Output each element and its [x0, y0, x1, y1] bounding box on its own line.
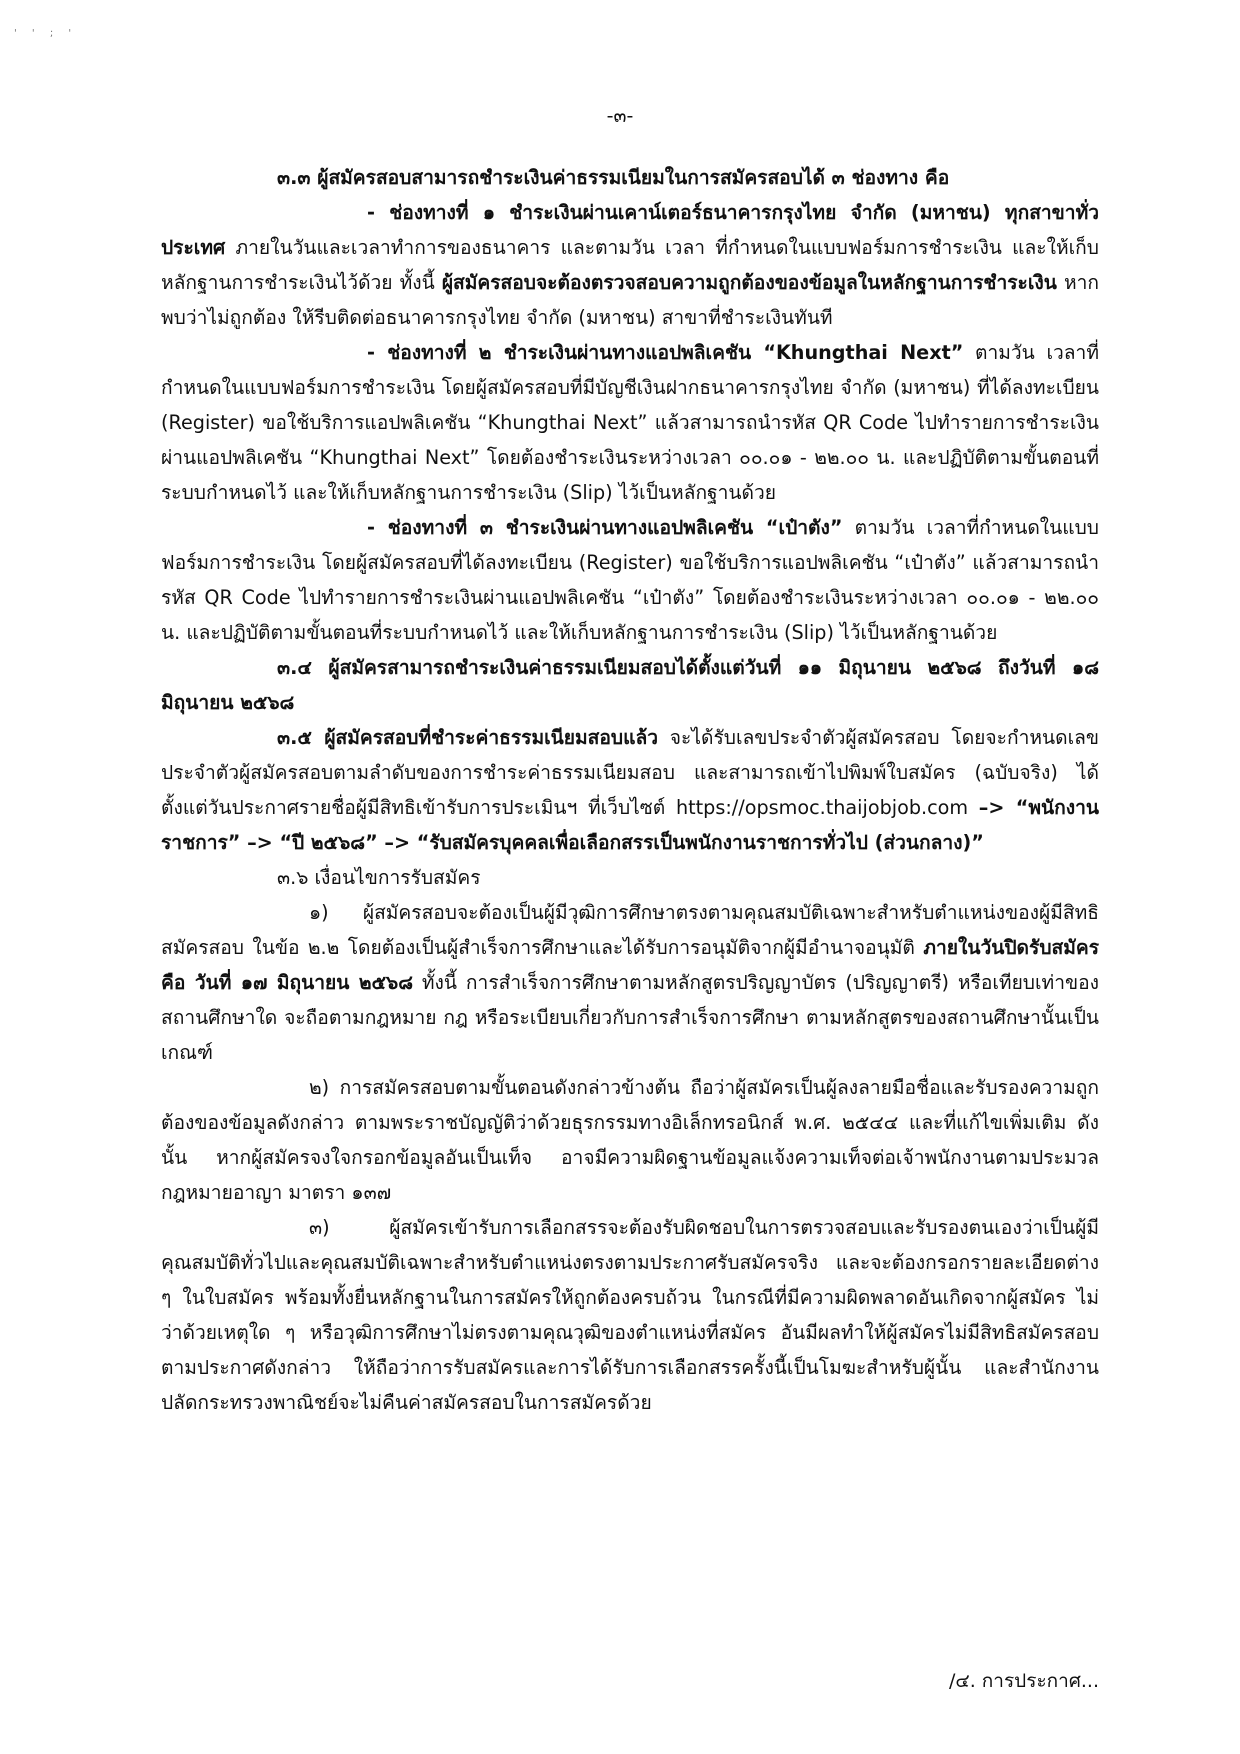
scan-specks: ' ' ; ' [14, 28, 78, 39]
document-body [161, 160, 1099, 1420]
section-3-5-heading: ๓.๕ ผู้สมัครสอบที่ชำระค่าธรรมเนียมสอบแล้ว [277, 726, 658, 749]
channel-1-title: - ช่องทางที่ ๑ ชำระเงินผ่านเคาน์เตอร์ธนาคารกรุงไทย จำกัด (มหาชน) ทุกสาขาทั่วประเทศ [161, 201, 1099, 259]
section-3-3-heading: ๓.๓ ผู้สมัครสอบสามารถชำระเงินค่าธรรมเนียมในการสมัครสอบได้ ๓ ช่องทาง คือ [277, 166, 950, 189]
condition-2: ๒) การสมัครสอบตามขั้นตอนดังกล่าวข้างต้น ถือว่าผู้สมัครเป็นผู้ลงลายมือชื่อและรับรองความถูกต้องของข้อมูลดังกล่าว ตามพระราชบัญญัติว่าด้วยธุรกรรมทางอิเล็กทรอนิกส์ พ.ศ. ๒๕๔๔ และที่แก้ไขเพิ่มเติม ดังนั้น หากผู้สมัครจงใจกรอกข้อมูลอันเป็นเท็จ อาจมีความผิดฐานข้อมูลแจ้งความเท็จต่อเจ้าพนักงานตามประมวลกฎหมายอาญา มาตรา ๑๓๗ [161, 1076, 1099, 1204]
deadline-text: ภายในวันปิดรับสมัคร คือ วันที่ ๑๗ มิถุนายน ๒๕๖๘ [161, 936, 1099, 994]
channel-1-warning: ผู้สมัครสอบจะต้องตรวจสอบความถูกต้องของข้อมูลในหลักฐานการชำระเงิน [441, 271, 1057, 294]
channel-3-title: - ช่องทางที่ ๓ ชำระเงินผ่านทางแอปพลิเคชัน “เป๋าตัง” [367, 516, 843, 539]
condition-3: ๓) ผู้สมัครเข้ารับการเลือกสรรจะต้องรับผิดชอบในการตรวจสอบและรับรองตนเองว่าเป็นผู้มีคุณสมบัติทั่วไปและคุณสมบัติเฉพาะสำหรับตำแหน่งตรงตามประกาศรับสมัครจริง และจะต้องกรอกรายละเอียดต่าง ๆ ในใบสมัคร พร้อมทั้งยื่นหลักฐานในการสมัครให้ถูกต้องครบถ้วน ในกรณีที่มีความผิดพลาดอันเกิดจากผู้สมัคร ไม่ว่าด้วยเหตุใด ๆ หรือวุฒิการศึกษาไม่ตรงตามคุณวุฒิของตำแหน่งที่สมัคร อันมีผลทำให้ผู้สมัครไม่มีสิทธิสมัครสอบตามประกาศดังกล่าว ให้ถือว่าการรับสมัครและการได้รับการเลือกสรรครั้งนี้เป็นโมฆะสำหรับผู้นั้น และสำนักงานปลัดกระทรวงพาณิชย์จะไม่คืนค่าสมัครสอบในการสมัครด้วย [161, 1216, 1099, 1414]
page-number: -๓- [606, 105, 634, 127]
section-3-4: ๓.๔ ผู้สมัครสามารถชำระเงินค่าธรรมเนียมสอบได้ตั้งแต่วันที่ ๑๑ มิถุนายน ๒๕๖๘ ถึงวันที่ ๑๘ มิถุนายน ๒๕๖๘ [161, 656, 1099, 714]
continued-footer: /๔. การประกาศ... [948, 1670, 1099, 1692]
website-menu-path: –> “พนักงานราชการ” –> “ปี ๒๕๖๘” –> “รับสมัครบุคคลเพื่อเลือกสรรเป็นพนักงานราชการทั่วไป (ส่วนกลาง)” [161, 796, 1099, 854]
section-3-5: ๓.๕ ผู้สมัครสอบที่ชำระค่าธรรมเนียมสอบแล้ว จะได้รับเลขประจำตัวผู้สมัครสอบ โดยจะกำหนดเลขประจำตัวผู้สมัครสอบตามลำดับของการชำระค่าธรรมเนียมสอบ และสามารถเข้าไปพิมพ์ใบสมัคร (ฉบับจริง) ได้ตั้งแต่วันประกาศรายชื่อผู้มีสิทธิเข้ารับการประเมินฯ ที่เว็บไซต์ https://opsmoc.thaijobjob.com –> “พนักงานราชการ” –> “ปี ๒๕๖๘” –> “รับสมัครบุคคลเพื่อเลือกสรรเป็นพนักงานราชการทั่วไป (ส่วนกลาง)” [161, 726, 1099, 854]
channel-3-paragraph: - ช่องทางที่ ๓ ชำระเงินผ่านทางแอปพลิเคชัน “เป๋าตัง” ตามวัน เวลาที่กำหนดในแบบฟอร์มการชำระเงิน โดยผู้สมัครสอบที่ได้ลงทะเบียน (Register) ขอใช้บริการแอปพลิเคชัน “เป๋าตัง” แล้วสามารถนำรหัส QR Code ไปทำรายการชำระเงินผ่านแอปพลิเคชัน “เป๋าตัง” โดยต้องชำระเงินระหว่างเวลา ๐๐.๐๑ - ๒๒.๐๐ น. และปฏิบัติตามขั้นตอนที่ระบบกำหนดไว้ และให้เก็บหลักฐานการชำระเงิน (Slip) ไว้เป็นหลักฐานด้วย [161, 516, 1099, 644]
channel-1-paragraph: - ช่องทางที่ ๑ ชำระเงินผ่านเคาน์เตอร์ธนาคารกรุงไทย จำกัด (มหาชน) ทุกสาขาทั่วประเทศ ภายในวันและเวลาทำการของธนาคาร และตามวัน เวลา ที่กำหนดในแบบฟอร์มการชำระเงิน และให้เก็บหลักฐานการชำระเงินไว้ด้วย ทั้งนี้ ผู้สมัครสอบจะต้องตรวจสอบความถูกต้องของข้อมูลในหลักฐานการชำระเงิน หากพบว่าไม่ถูกต้อง ให้รีบติดต่อธนาคารกรุงไทย จำกัด (มหาชน) สาขาที่ชำระเงินทันที [161, 201, 1099, 329]
channel-2-paragraph: - ช่องทางที่ ๒ ชำระเงินผ่านทางแอปพลิเคชัน “Khungthai Next” ตามวัน เวลาที่กำหนดในแบบฟอร์มการชำระเงิน โดยผู้สมัครสอบที่มีบัญชีเงินฝากธนาคารกรุงไทย จำกัด (มหาชน) ที่ได้ลงทะเบียน (Register) ขอใช้บริการแอปพลิเคชัน “Khungthai Next” แล้วสามารถนำรหัส QR Code ไปทำรายการชำระเงินผ่านแอปพลิเคชัน “Khungthai Next” โดยต้องชำระเงินระหว่างเวลา ๐๐.๐๑ - ๒๒.๐๐ น. และปฏิบัติตามขั้นตอนที่ระบบกำหนดไว้ และให้เก็บหลักฐานการชำระเงิน (Slip) ไว้เป็นหลักฐานด้วย [161, 341, 1099, 504]
section-3-6-heading: ๓.๖ เงื่อนไขการรับสมัคร [277, 866, 481, 889]
condition-1: ๑) ผู้สมัครสอบจะต้องเป็นผู้มีวุฒิการศึกษาตรงตามคุณสมบัติเฉพาะสำหรับตำแหน่งของผู้มีสิทธิสมัครสอบ ในข้อ ๒.๒ โดยต้องเป็นผู้สำเร็จการศึกษาและได้รับการอนุมัติจากผู้มีอำนาจอนุมัติ ภายในวันปิดรับสมัคร คือ วันที่ ๑๗ มิถุนายน ๒๕๖๘ ทั้งนี้ การสำเร็จการศึกษาตามหลักสูตรปริญญาบัตร (ปริญญาตรี) หรือเทียบเท่าของสถานศึกษาใด จะถือตามกฎหมาย กฎ หรือระเบียบเกี่ยวกับการสำเร็จการศึกษา ตามหลักสูตรของสถานศึกษานั้นเป็นเกณฑ์ [161, 901, 1099, 1064]
channel-2-title: - ช่องทางที่ ๒ ชำระเงินผ่านทางแอปพลิเคชัน “Khungthai Next” [367, 341, 964, 364]
